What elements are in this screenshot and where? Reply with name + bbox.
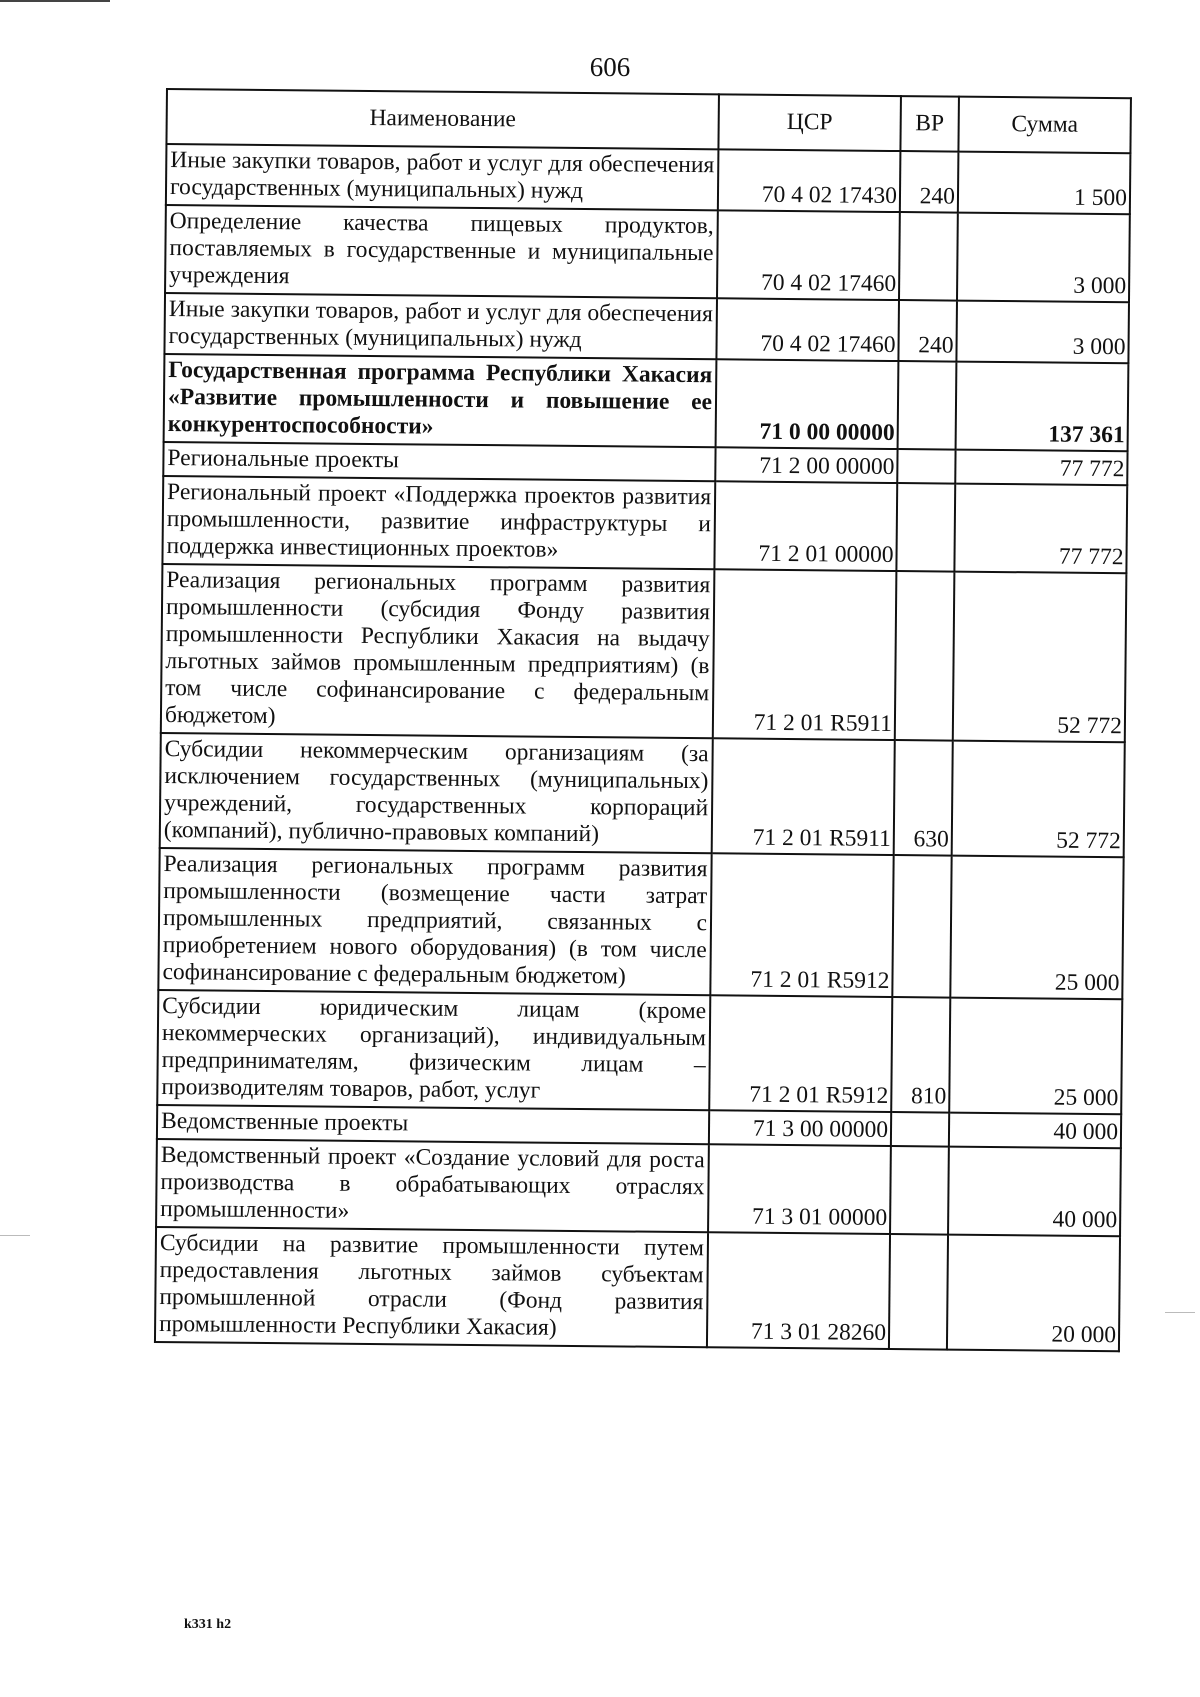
row-vr-cell: 630 xyxy=(894,740,953,856)
table-row xyxy=(166,144,1131,214)
row-name-cell: Региональный проект «Поддержка проектов развития промышленности, развитие инфраструктуры и поддержка инвестиционных проектов» xyxy=(162,476,715,569)
row-vr-cell xyxy=(889,1234,948,1350)
scan-edge-mark xyxy=(0,1235,30,1236)
table-row xyxy=(156,1139,1121,1236)
budget-table xyxy=(154,88,1132,1352)
row-csr-cell: 70 4 02 17460 xyxy=(716,298,899,361)
row-csr-cell: 70 4 02 17460 xyxy=(717,210,900,300)
row-csr-cell: 71 2 01 R5911 xyxy=(713,569,897,740)
row-vr-cell xyxy=(895,571,955,741)
row-vr-cell: 810 xyxy=(891,997,950,1113)
row-name-cell: Иные закупки товаров, работ и услуг для обеспечения государственных (муниципальных) нужд xyxy=(164,293,717,359)
header-csr: ЦСР xyxy=(718,94,901,151)
row-sum-cell: 20 000 xyxy=(947,1235,1120,1352)
row-name-cell: Субсидии на развитие промышленности путем предоставления льготных займов субъектам промышленной отрасли (Фонд развития промышленности Республики Хакасия) xyxy=(155,1227,708,1347)
row-name-cell: Субсидии юридическим лицам (кроме некоммерческих организаций), индивидуальным предпринимателям, физическим лицам – производителям товаров, работ, услуг xyxy=(157,990,710,1110)
row-name-cell: Субсидии некоммерческим организациям (за исключением государственных (муниципальных) учреждений, государственных корпораций (компаний), публично-правовых компаний) xyxy=(160,733,713,853)
row-sum-cell: 1 500 xyxy=(958,152,1131,215)
header-sum: Сумма xyxy=(958,97,1131,154)
row-sum-cell: 25 000 xyxy=(950,856,1123,1000)
table-row xyxy=(155,1227,1120,1351)
row-csr-cell: 71 2 00 00000 xyxy=(715,447,897,483)
row-csr-cell: 70 4 02 17430 xyxy=(718,149,901,212)
table-row xyxy=(161,564,1127,742)
row-sum-cell: 40 000 xyxy=(949,1113,1121,1149)
row-vr-cell xyxy=(898,361,957,450)
row-name-cell: Ведомственный проект «Создание условий для роста производства в обрабатывающих отраслях промышленности» xyxy=(156,1139,709,1232)
row-sum-cell: 52 772 xyxy=(953,572,1127,743)
row-sum-cell: 3 000 xyxy=(956,301,1129,364)
row-sum-cell: 52 772 xyxy=(952,741,1125,858)
row-vr-cell xyxy=(897,449,955,484)
table-row xyxy=(165,205,1130,302)
row-name-cell: Региональные проекты xyxy=(163,442,715,481)
row-csr-cell: 71 3 01 28260 xyxy=(707,1232,890,1349)
scan-edge-mark xyxy=(0,0,110,2)
footer-code: k331 h2 xyxy=(184,1617,232,1632)
table-row xyxy=(158,848,1123,999)
row-vr-cell xyxy=(899,212,958,301)
page-number: 606 xyxy=(589,52,631,82)
row-vr-cell: 240 xyxy=(900,151,959,213)
row-vr-cell: 240 xyxy=(898,300,957,362)
table-row xyxy=(164,354,1129,451)
row-vr-cell xyxy=(896,483,955,572)
row-sum-cell: 77 772 xyxy=(954,484,1127,574)
table-row xyxy=(162,476,1127,573)
row-sum-cell: 25 000 xyxy=(949,998,1122,1115)
table-row xyxy=(160,733,1125,857)
row-name-cell: Определение качества пищевых продуктов, поставляемых в государственные и муниципальные учреждения xyxy=(165,205,718,298)
row-name-cell: Государственная программа Республики Хакасия «Развитие промышленности и повышение ее конкурентоспособности» xyxy=(164,354,717,447)
row-sum-cell: 77 772 xyxy=(955,450,1127,486)
row-sum-cell: 3 000 xyxy=(957,213,1130,303)
row-csr-cell: 71 2 01 R5912 xyxy=(710,853,893,997)
row-csr-cell: 71 3 01 00000 xyxy=(708,1144,891,1234)
budget-table-sheet xyxy=(154,88,1132,1352)
row-csr-cell: 71 2 01 R5911 xyxy=(712,738,895,855)
table-body xyxy=(155,144,1130,1351)
row-sum-cell: 40 000 xyxy=(948,1147,1121,1237)
row-csr-cell: 71 3 00 00000 xyxy=(709,1110,891,1146)
row-name-cell: Ведомственные проекты xyxy=(157,1105,709,1144)
row-vr-cell xyxy=(892,855,951,998)
table-header-row xyxy=(166,89,1130,153)
row-name-cell: Иные закупки товаров, работ и услуг для обеспечения государственных (муниципальных) нужд xyxy=(166,144,719,210)
table-row xyxy=(157,990,1122,1114)
row-csr-cell: 71 2 01 R5912 xyxy=(709,995,892,1112)
scan-edge-mark xyxy=(1165,1312,1195,1313)
row-name-cell: Реализация региональных программ развития промышленности (возмещение части затрат промышленных предприятий, связанных с приобретением нового оборудования) (в том числе софинансирование с федеральным бюджетом) xyxy=(158,848,711,995)
row-sum-cell: 137 361 xyxy=(956,362,1129,452)
row-name-cell: Реализация региональных программ развития промышленности (субсидия Фонду развития промышленности Республики Хакасия на выдачу льготных займов промышленным предприятиям) (в том числе софинансирование с федеральным бюджетом) xyxy=(161,564,715,738)
header-vr: ВР xyxy=(900,96,959,152)
row-vr-cell xyxy=(890,1146,949,1235)
header-name: Наименование xyxy=(166,89,719,149)
row-vr-cell xyxy=(891,1112,949,1147)
table-row xyxy=(164,293,1129,363)
row-csr-cell: 71 0 00 00000 xyxy=(716,359,899,449)
row-csr-cell: 71 2 01 00000 xyxy=(714,481,897,571)
